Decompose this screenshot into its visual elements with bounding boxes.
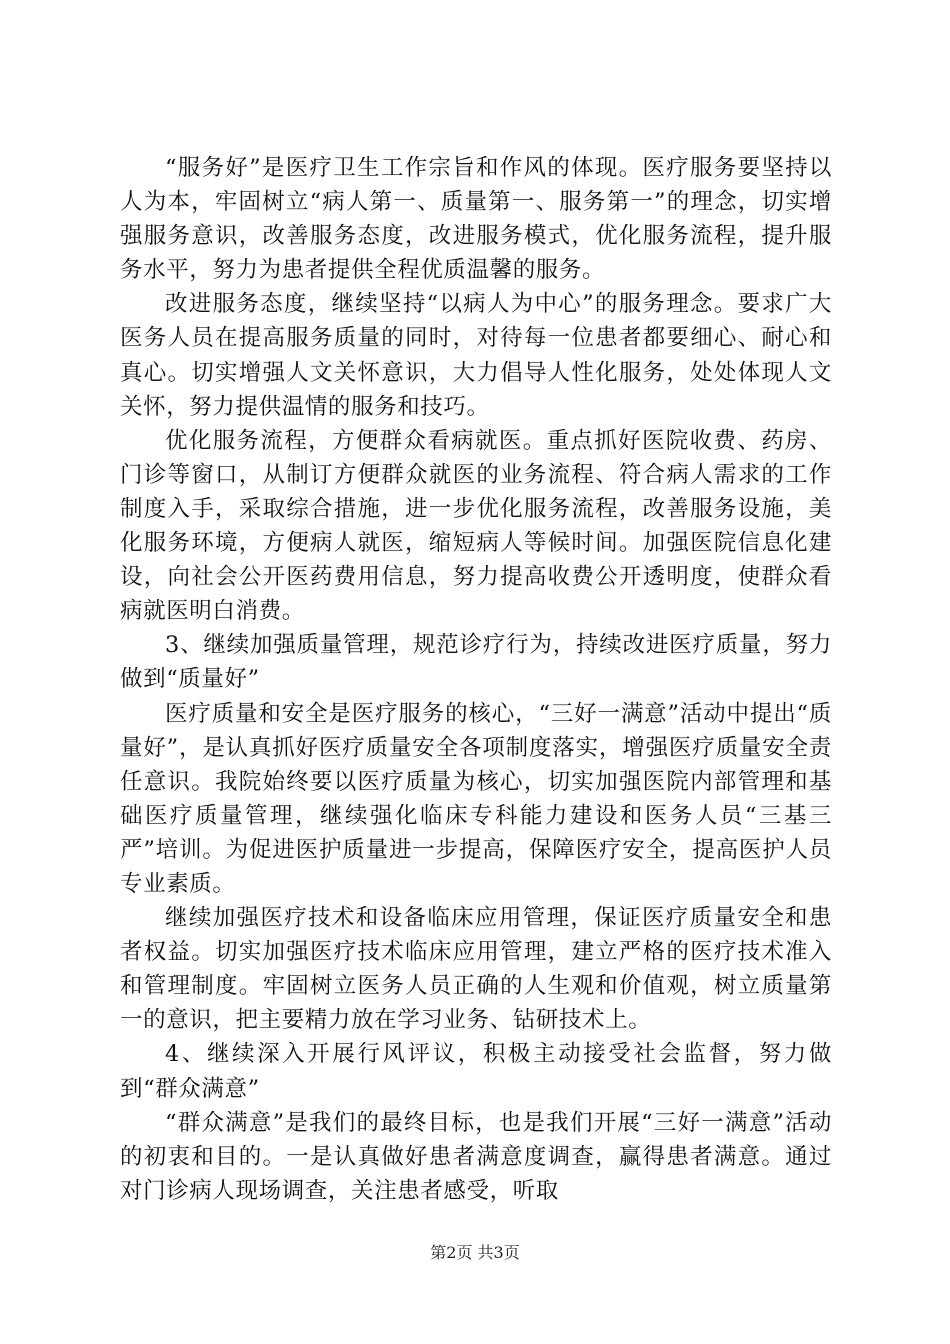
paragraph-improve-attitude: 改进服务态度，继续坚持“以病人为中心”的服务理念。要求广大医务人员在提高服务质量的同时，对待每一位患者都要细心、耐心和真心。切实增强人文关怀意识，大力倡导人性化服务，处处体现人文关怀，努力提供温情的服务和技巧。	[120, 291, 832, 420]
paragraph-technology-management: 继续加强医疗技术和设备临床应用管理，保证医疗质量安全和患者权益。切实加强医疗技术临床应用管理，建立严格的医疗技术准入和管理制度。牢固树立医务人员正确的人生观和价值观，树立质量第一的意识，把主要精力放在学习业务、钻研技术上。	[120, 905, 832, 1034]
page-footer	[0, 1243, 950, 1263]
document-body	[120, 151, 832, 1208]
section-heading-satisfaction: 4、继续深入开展行风评议，积极主动接受社会监督，努力做到“群众满意”	[120, 1041, 832, 1102]
paragraph-satisfaction-goal: “群众满意”是我们的最终目标，也是我们开展“三好一满意”活动的初衷和目的。一是认真做好患者满意度调查，赢得患者满意。通过对门诊病人现场调查，关注患者感受，听取	[120, 1109, 832, 1204]
paragraph-optimize-process: 优化服务流程，方便群众看病就医。重点抓好医院收费、药房、门诊等窗口，从制订方便群众就医的业务流程、符合病人需求的工作制度入手，采取综合措施，进一步优化服务流程，改善服务设施，美化服务环境，方便病人就医，缩短病人等候时间。加强医院信息化建设，向社会公开医药费用信息，努力提高收费公开透明度，使群众看病就医明白消费。	[120, 427, 832, 625]
paragraph-quality-core: 医疗质量和安全是医疗服务的核心，“三好一满意”活动中提出“质量好”，是认真抓好医疗质量安全各项制度落实，增强医疗质量安全责任意识。我院始终要以医疗质量为核心，切实加强医院内部管理和基础医疗质量管理，继续强化临床专科能力建设和医务人员“三基三严”培训。为促进医护质量进一步提高，保障医疗安全，提高医护人员专业素质。	[120, 700, 832, 897]
section-heading-quality: 3、继续加强质量管理，规范诊疗行为，持续改进医疗质量，努力做到“质量好”	[120, 632, 832, 693]
paragraph-service-good: “服务好”是医疗卫生工作宗旨和作风的体现。医疗服务要坚持以人为本，牢固树立“病人第一、质量第一、服务第一”的理念，切实增强服务意识，改善服务态度，改进服务模式，优化服务流程，提升服务水平，努力为患者提供全程优质温馨的服务。	[120, 155, 832, 284]
page-number-label: 第2页 共3页	[430, 1243, 520, 1262]
